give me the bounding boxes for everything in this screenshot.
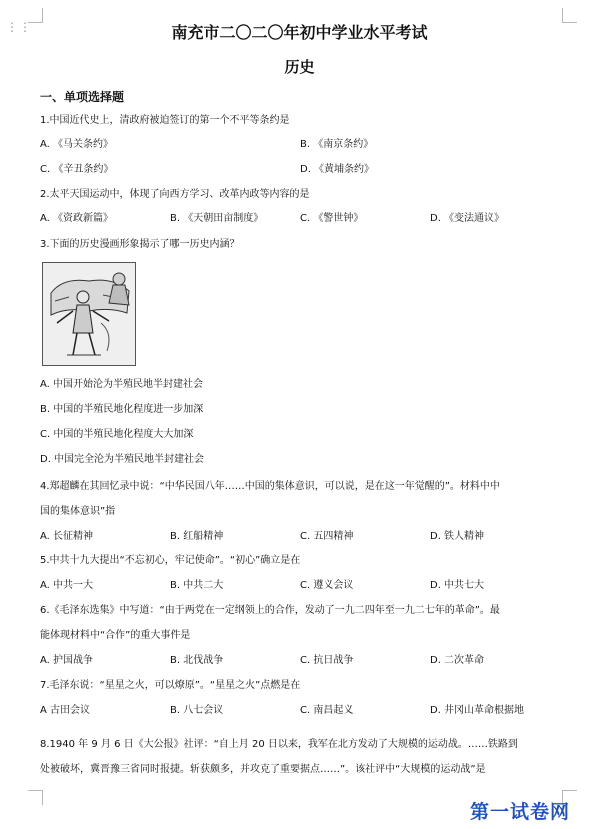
question-7-option-d: D. 井冈山革命根据地	[430, 705, 525, 716]
question-7-option-c: C. 南昌起义	[300, 705, 354, 716]
question-2-option-a: A. 《资政新篇》	[40, 213, 114, 224]
question-8-stem-line-2: 处被破坏，冀晋豫三省同时报捷。斩获颇多，并攻克了重要据点……”。该社评中“大规模的运动战”是	[40, 764, 486, 775]
question-7-option-b: B. 八七会议	[170, 705, 224, 716]
question-3-option-d: D. 中国完全沦为半殖民地半封建社会	[40, 454, 205, 465]
question-5-stem: 5.中共十九大提出“不忘初心，牢记使命”。“初心”确立是在	[40, 555, 301, 566]
question-2-stem: 2.太平天国运动中，体现了向西方学习、改革内政等内容的是	[40, 189, 310, 200]
question-1-stem: 1.中国近代史上，清政府被迫签订的第一个不平等条约是	[40, 115, 290, 126]
question-2-option-c: C. 《警世钟》	[300, 213, 364, 224]
question-8-stem-line-1: 8.1940 年 9 月 6 日《大公报》社评：“自上月 20 日以来，我军在北方发动了大规模的运动战。……铁路到	[40, 739, 518, 750]
question-2-option-d: D. 《变法通议》	[430, 213, 505, 224]
exam-title: 南充市二〇二〇年初中学业水平考试	[171, 23, 428, 42]
question-4-option-a: A. 长征精神	[40, 531, 94, 542]
question-3-stem: 3.下面的历史漫画形象揭示了哪一历史内涵？	[40, 239, 240, 250]
question-4-option-b: B. 红船精神	[170, 531, 224, 542]
question-2-option-b: B. 《天朝田亩制度》	[170, 213, 264, 224]
question-3-option-a: A. 中国开始沦为半殖民地半封建社会	[40, 379, 204, 390]
question-1-option-d: D. 《黄埔条约》	[300, 164, 375, 175]
question-4-option-c: C. 五四精神	[300, 531, 354, 542]
question-6-stem-line-1: 6.《毛泽东选集》中写道：“由于两党在一定纲领上的合作，发动了一九二四年至一九二七年的革命”。最	[40, 605, 500, 616]
question-5-option-b: B. 中共二大	[170, 580, 224, 591]
exam-subject: 历史	[284, 58, 315, 76]
cartoon-drawing	[43, 263, 135, 365]
question-4-stem-line-2: 国的集体意识”指	[40, 506, 116, 517]
question-6-option-b: B. 北伐战争	[170, 655, 224, 666]
question-1-option-a: A. 《马关条约》	[40, 139, 114, 150]
section-heading: 一、单项选择题	[40, 90, 125, 104]
site-watermark: 第一试卷网	[470, 801, 571, 823]
question-6-option-c: C. 抗日战争	[300, 655, 354, 666]
question-6-stem-line-2: 能体现材料中“合作”的重大事件是	[40, 630, 191, 641]
question-1-option-c: C. 《辛丑条约》	[40, 164, 114, 175]
question-6-option-d: D. 二次革命	[430, 655, 485, 666]
question-3-option-c: C. 中国的半殖民地化程度大大加深	[40, 429, 194, 440]
question-6-option-a: A. 护国战争	[40, 655, 94, 666]
history-cartoon-image	[42, 262, 136, 366]
question-5-option-d: D. 中共七大	[430, 580, 485, 591]
question-5-option-a: A. 中共一大	[40, 580, 94, 591]
question-4-option-d: D. 铁人精神	[430, 531, 485, 542]
question-5-option-c: C. 遵义会议	[300, 580, 354, 591]
question-1-option-b: B. 《南京条约》	[300, 139, 374, 150]
margin-corner-bottom-left	[28, 790, 43, 805]
question-7-stem: 7.毛泽东说：“星星之火，可以燎原”。“星星之火”点燃是在	[40, 680, 301, 691]
question-4-stem-line-1: 4.郑超麟在其回忆录中说：“中华民国八年……中国的集体意识，可以说，是在这一年觉醒的”。材料中中	[40, 481, 500, 492]
question-3-option-b: B. 中国的半殖民地化程度进一步加深	[40, 404, 204, 415]
drag-handle-icon[interactable]: ⋮⋮	[6, 20, 32, 34]
question-7-option-a: A 古田会议	[40, 705, 91, 716]
